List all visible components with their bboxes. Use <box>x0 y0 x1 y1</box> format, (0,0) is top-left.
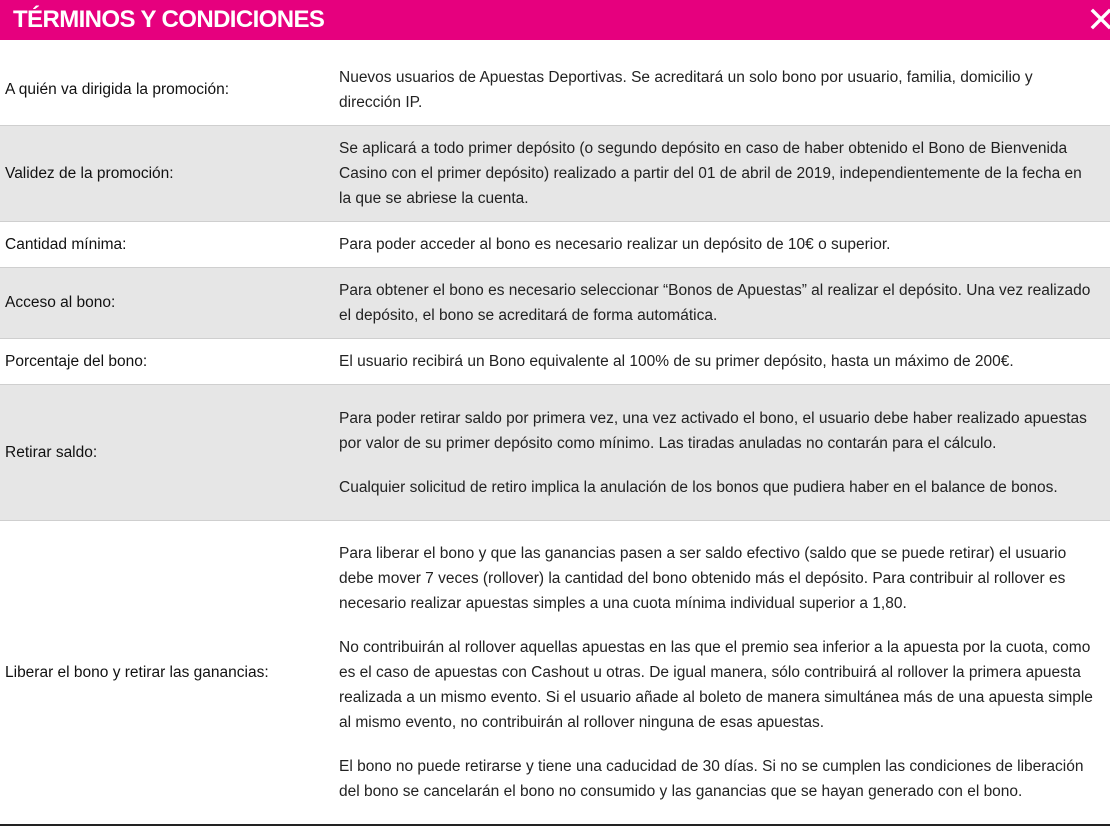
term-value <box>339 232 1110 257</box>
term-label: Acceso al bono: <box>5 294 116 311</box>
term-paragraph: El usuario recibirá un Bono equivalente al 100% de su primer depósito, hasta un máximo de 200€. <box>339 353 1014 370</box>
term-value <box>339 278 1110 328</box>
term-paragraph: Nuevos usuarios de Apuestas Deportivas. Se acreditará un solo bono por usuario, familia, domicilio y dirección IP. <box>339 68 1033 111</box>
terms-row-percentage <box>0 339 1110 385</box>
terms-row-release <box>0 521 1110 824</box>
term-paragraph: Para poder retirar saldo por primera vez, una vez activado el bono, el usuario debe haber realizado apuestas por valor de su primer depósito como mínimo. Las tiradas anuladas no contarán para el cálculo. <box>339 409 1087 452</box>
term-paragraph: Para liberar el bono y que las ganancias pasen a ser saldo efectivo (saldo que se puede retirar) el usuario debe mover 7 veces (rollover) la cantidad del bono obtenido más el depósito. Para contribuir al rollover es necesario realizar apuestas simples a una cuota mínima individual superior a 1,80. <box>339 545 1067 612</box>
term-label: Liberar el bono y retirar las ganancias: <box>5 663 269 681</box>
terms-row-withdraw <box>0 385 1110 521</box>
close-icon <box>1090 4 1110 34</box>
terms-row-validity <box>0 126 1110 222</box>
term-value <box>339 541 1110 804</box>
term-paragraph: No contribuirán al rollover aquellas apuestas en las que el premio sea inferior a la apuesta por la cuota, como es el caso de apuestas con Cashout u otras. De igual manera, sólo contribuirá al rollover la primera apuesta realizada a un mismo evento. Si el usuario añade al boleto de manera simultánea más de una apuesta simple al mismo evento, no contribuirán al rollover ninguna de esas apuestas. <box>339 639 1093 731</box>
term-paragraph: Para poder acceder al bono es necesario realizar un depósito de 10€ o superior. <box>339 236 891 253</box>
term-paragraph: Cualquier solicitud de retiro implica la anulación de los bonos que pudiera haber en el balance de bonos. <box>339 478 1058 496</box>
terms-row-audience <box>0 54 1110 126</box>
term-label: A quién va dirigida la promoción: <box>5 80 230 98</box>
modal-title: TÉRMINOS Y CONDICIONES <box>13 6 325 33</box>
term-label: Validez de la promoción: <box>5 164 174 182</box>
term-value <box>339 406 1110 500</box>
terms-row-access <box>0 268 1110 339</box>
term-label: Retirar saldo: <box>5 443 98 461</box>
terms-table <box>0 54 1110 824</box>
modal-header <box>0 0 1110 40</box>
term-paragraph: El bono no puede retirarse y tiene una caducidad de 30 días. Si no se cumplen las condiciones de liberación del bono se cancelarán el bono no consumido y las ganancias que se hayan generado con el bono. <box>339 758 1084 800</box>
terms-row-minimum <box>0 222 1110 268</box>
term-label: Porcentaje del bono: <box>5 352 148 370</box>
term-paragraph: Para obtener el bono es necesario seleccionar “Bonos de Apuestas” al realizar el depósito. Una vez realizado el depósito, el bono se acreditará de forma automática. <box>339 282 1091 324</box>
term-value <box>339 65 1110 115</box>
term-label: Cantidad mínima: <box>5 235 127 253</box>
term-value <box>339 349 1110 374</box>
term-value <box>339 136 1110 211</box>
term-paragraph: Se aplicará a todo primer depósito (o segundo depósito en caso de haber obtenido el Bono de Bienvenida Casino con el primer depósito) realizado a partir del 01 de abril de 2019, independientemente de la fecha en la que se abriese la cuenta. <box>339 140 1082 207</box>
close-button[interactable] <box>1090 4 1110 34</box>
